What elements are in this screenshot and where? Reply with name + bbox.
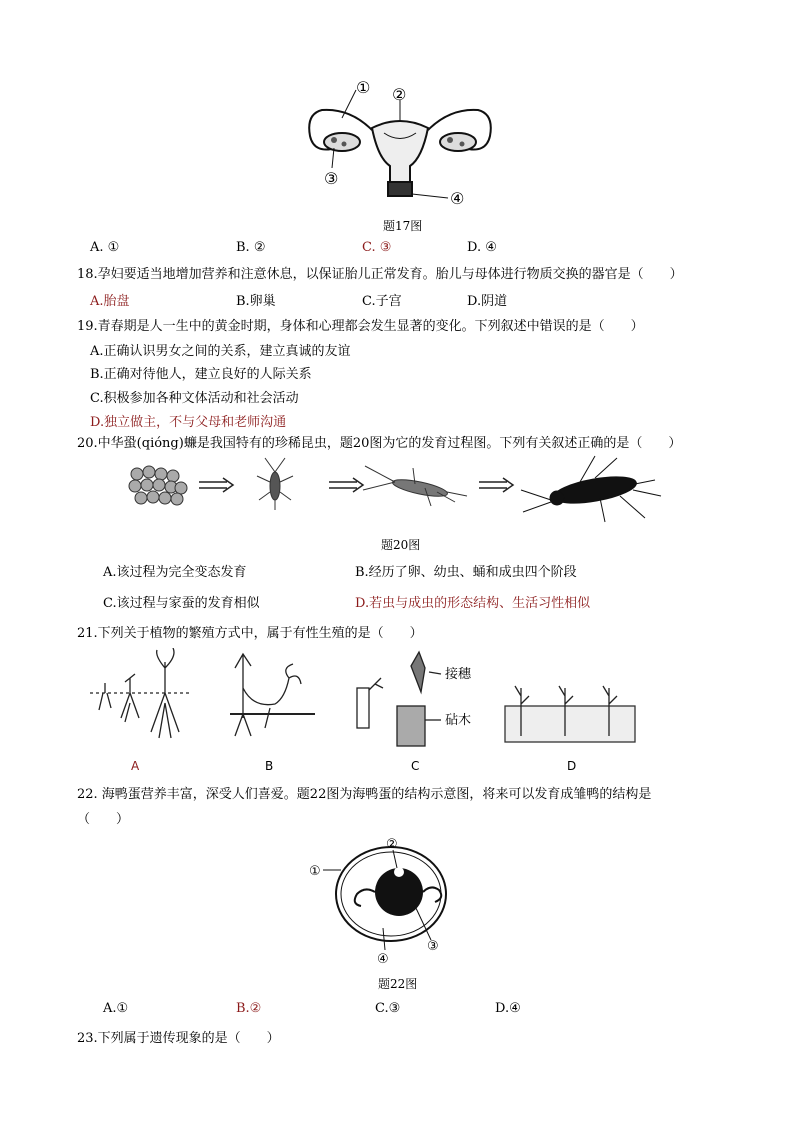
fig21-label-b: B (265, 759, 274, 773)
q22-option-b: B.② (236, 1001, 262, 1016)
fig17-label-3: ③ (324, 169, 339, 188)
q19-option-c: C.积极参加各种文体活动和社会活动 (90, 391, 299, 406)
q22-option-a: A.① (103, 1001, 129, 1016)
q20-option-b: B.经历了卵、幼虫、蛹和成虫四个阶段 (355, 565, 577, 580)
q23-stem: 23.下列属于遗传现象的是（ ） (77, 1031, 280, 1046)
q18-stem: 18.孕妇要适当地增加营养和注意休息，以保证胎儿正常发育。胎儿与母体进行物质交换的器官是（ ） (77, 267, 683, 282)
fig21-label-graft-stock: 砧木 (445, 713, 472, 728)
fig17-label-4: ④ (450, 189, 465, 208)
fig17-label-2: ② (392, 85, 407, 104)
q17-option-a: A. ① (90, 240, 120, 255)
fig22-label-1: ① (309, 864, 321, 879)
fig20-caption: 题20图 (381, 538, 421, 552)
q18-option-a: A.胎盘 (90, 294, 130, 309)
q20-option-c: C.该过程与家蚕的发育相似 (103, 596, 260, 611)
q19-option-b: B.正确对待他人，建立良好的人际关系 (90, 367, 312, 382)
q22-stem-line2: （ ） (77, 812, 130, 827)
fig20-development-diagram (125, 452, 665, 532)
fig17-caption: 题17图 (383, 219, 423, 233)
q20-option-d: D.若虫与成虫的形态结构、生活习性相似 (355, 596, 591, 611)
q20-stem: 20.中华蛩(qióng)蠊是我国特有的珍稀昆虫，题20图为它的发育过程图。下列有关叙述正确的是（ ） (77, 436, 682, 451)
fig21-label-c: C (411, 759, 420, 773)
q18-option-d: D.阴道 (467, 294, 508, 309)
fig22-egg-diagram (305, 832, 465, 970)
q21-stem: 21.下列关于植物的繁殖方式中，属于有性生殖的是（ ） (77, 626, 423, 641)
q22-option-c: C.③ (375, 1001, 401, 1016)
q22-stem-line1: 22. 海鸭蛋营养丰富，深受人们喜爱。题22图为海鸭蛋的结构示意图，将来可以发育成雏鸭的结构是 (77, 787, 652, 802)
fig22-label-3: ③ (427, 939, 439, 954)
q20-option-a: A.该过程为完全变态发育 (103, 565, 247, 580)
q19-stem: 19.青春期是人一生中的黄金时期，身体和心理都会发生显著的变化。下列叙述中错误的是（ ） (77, 319, 644, 334)
q22-option-d: D.④ (495, 1001, 521, 1016)
q19-option-a: A.正确认识男女之间的关系，建立真诚的友谊 (90, 344, 351, 359)
fig22-label-4: ④ (377, 952, 389, 967)
fig21-label-d: D (567, 759, 577, 773)
q17-option-d: D. ④ (467, 240, 497, 255)
fig17-label-1: ① (356, 78, 371, 97)
fig21-reproduction-diagram (85, 648, 645, 776)
fig22-label-2: ② (386, 837, 398, 852)
fig17-uterus-diagram (300, 78, 500, 213)
q17-option-c: C. ③ (362, 240, 392, 255)
q19-option-d: D.独立做主，不与父母和老师沟通 (90, 415, 287, 430)
fig21-label-graft-scion: 接穗 (445, 667, 472, 682)
fig21-label-a: A (131, 759, 140, 773)
q18-option-c: C.子宫 (362, 294, 402, 309)
fig22-caption: 题22图 (378, 977, 418, 991)
q18-option-b: B.卵巢 (236, 294, 276, 309)
q17-option-b: B. ② (236, 240, 266, 255)
